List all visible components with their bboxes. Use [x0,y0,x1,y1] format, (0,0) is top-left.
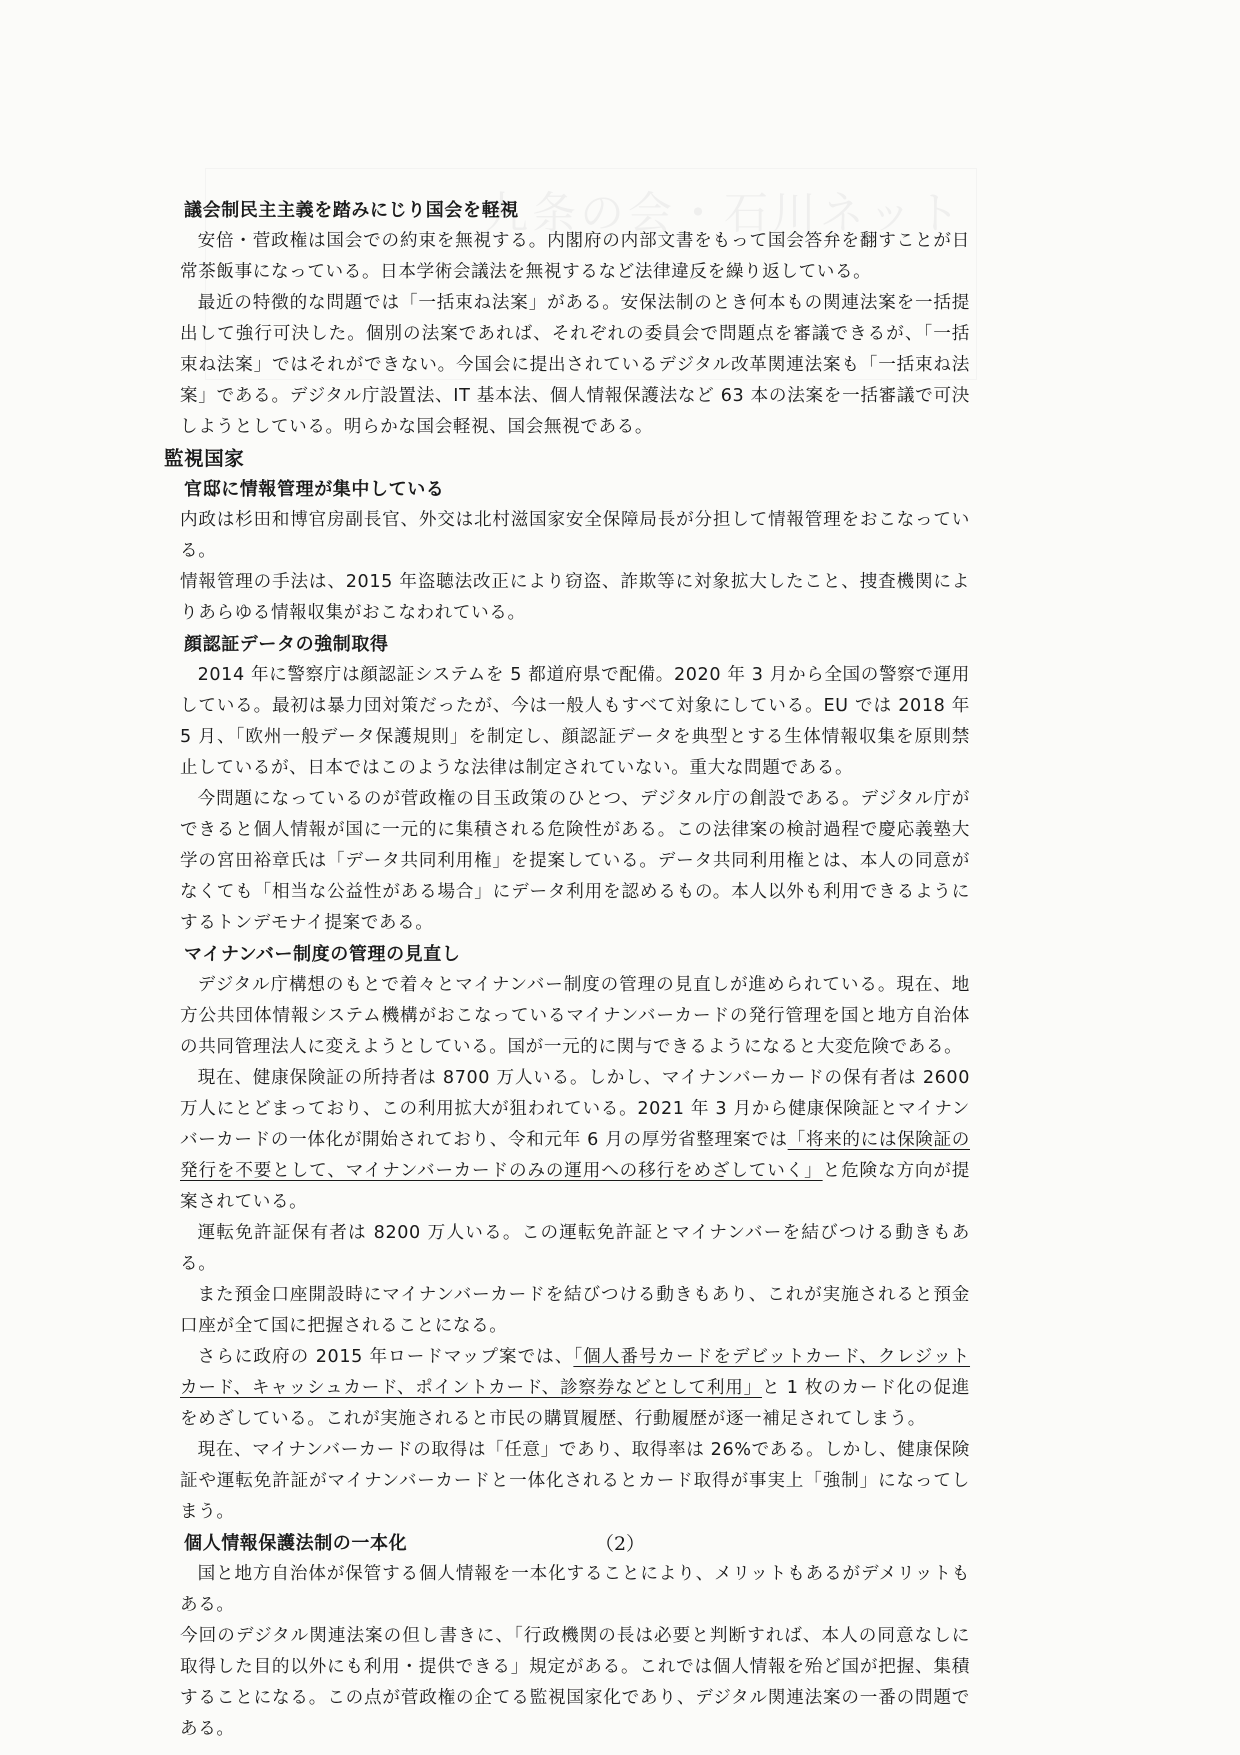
paragraph [180,1063,970,1218]
paragraph-text: と 1 枚のカード化の促進をめざしている。これが実施されると市民の購買履歴、行動履歴が逐一補足されてしまう。 [180,1378,970,1429]
main-heading-surveillance-state: 監視国家 [164,447,245,470]
paragraph-text: と危険な方向が提案されている。 [180,1161,970,1212]
paragraph: 内政は杉田和博官房副長官、外交は北村滋国家安全保障局長が分担して情報管理をおこなっている。 [180,510,970,561]
bleed-through-title: 九条の会・石川ネット [484,188,964,239]
section-heading-my-number: マイナンバー制度の管理の見直し [184,944,461,965]
paragraph: 最近の特徴的な問題では「一括束ね法案」がある。安保法制のとき何本もの関連法案を一括提出して強行可決した。個別の法案であれば、それぞれの委員会で問題点を審議できるが、「一括束ね法案」ではそれができない。今国会に提出されているデジタル改革関連法案も「一括束ね法案」である。デジタル庁設置法、IT 基本法、個人情報保護法など 63 本の法案を一括審議で可決しようとしている。明らかな国会軽視、国会無視である。 [180,293,970,437]
section-heading-personal-info: 個人情報保護法制の一本化 [184,1533,408,1554]
section-heading-info-management: 官邸に情報管理が集中している [184,479,445,500]
article-body [164,195,971,1745]
page-number: （2） [594,1533,646,1555]
paragraph: 2014 年に警察庁は顔認証システムを 5 都道府県で配備。2020 年 3 月から全国の警察で運用している。最初は暴力団対策だったが、今は一般人もすべて対象にしている。EU では 2018 年 5 月、「欧州一般データ保護規則」を制定し、顔認証データを典型とする生体情報収集を原則禁止しているが、日本ではこのような法律は制定されていない。重大な問題である。 [180,665,970,778]
paragraph-text: 現在、健康保険証の所持者は 8700 万人いる。しかし、マイナンバーカードの保有者は 2600 万人にとどまっており、この利用拡大が狙われている。2021 年 3 月から健康保険証とマイナンバーカードの一体化が開始されており、令和元年 6 月の厚労省整理案では [180,1068,970,1150]
paragraph: 国と地方自治体が保管する個人情報を一本化することにより、メリットもあるがデメリットもある。 [180,1564,970,1615]
paragraph: 今回のデジタル関連法案の但し書きに、「行政機関の長は必要と判断すれば、本人の同意なしに取得した目的以外にも利用・提供できる」規定がある。これでは個人情報を殆ど国が把握、集積することになる。この点が菅政権の企てる監視国家化であり、デジタル関連法案の一番の問題である。 [180,1626,970,1739]
section-heading-face-recognition: 顔認証データの強制取得 [184,634,389,655]
paragraph: 情報管理の手法は、2015 年盗聴法改正により窃盗、詐欺等に対象拡大したこと、捜査機関によりあらゆる情報収集がおこなわれている。 [180,572,970,623]
paragraph [180,1342,970,1435]
paragraph: 安倍・菅政権は国会での約束を無視する。内閣府の内部文書をもって国会答弁を翻すことが日常茶飯事になっている。日本学術会議法を無視するなど法律違反を繰り返している。 [180,231,970,282]
paragraph: デジタル庁構想のもとで着々とマイナンバー制度の管理の見直しが進められている。現在、地方公共団体情報システム機構がおこなっているマイナンバーカードの発行管理を国と地方自治体の共同管理法人に変えようとしている。国が一元的に関与できるようになると大変危険である。 [180,975,970,1057]
paragraph-text: さらに政府の 2015 年ロードマップ案では、 [197,1347,574,1367]
underlined-quote: 「個人番号カードをデビットカード、クレジットカード、キャッシュカード、ポイントカード、診察券などとして利用」 [180,1347,971,1398]
underlined-quote: 「将来的には保険証の発行を不要として、マイナンバーカードのみの運用への移行をめざしていく」 [180,1130,970,1181]
section-heading-diet: 議会制民主主義を踏みにじり国会を軽視 [184,200,519,221]
paragraph: 運転免許証保有者は 8200 万人いる。この運転免許証とマイナンバーを結びつける動きもある。 [180,1223,970,1274]
paragraph: 現在、マイナンバーカードの取得は「任意」であり、取得率は 26%である。しかし、健康保険証や運転免許証がマイナンバーカードと一体化されるとカード取得が事実上「強制」になってしまう。 [180,1440,970,1522]
paragraph: また預金口座開設時にマイナンバーカードを結びつける動きもあり、これが実施されると預金口座が全て国に把握されることになる。 [180,1285,970,1336]
paragraph: 今問題になっているのが菅政権の目玉政策のひとつ、デジタル庁の創設である。デジタル庁ができると個人情報が国に一元的に集積される危険性がある。この法律案の検討過程で慶応義塾大学の宮田裕章氏は「データ共同利用権」を提案している。データ共同利用権とは、本人の同意がなくても「相当な公益性がある場合」にデータ利用を認めるもの。本人以外も利用できるようにするトンデモナイ提案である。 [180,789,970,933]
